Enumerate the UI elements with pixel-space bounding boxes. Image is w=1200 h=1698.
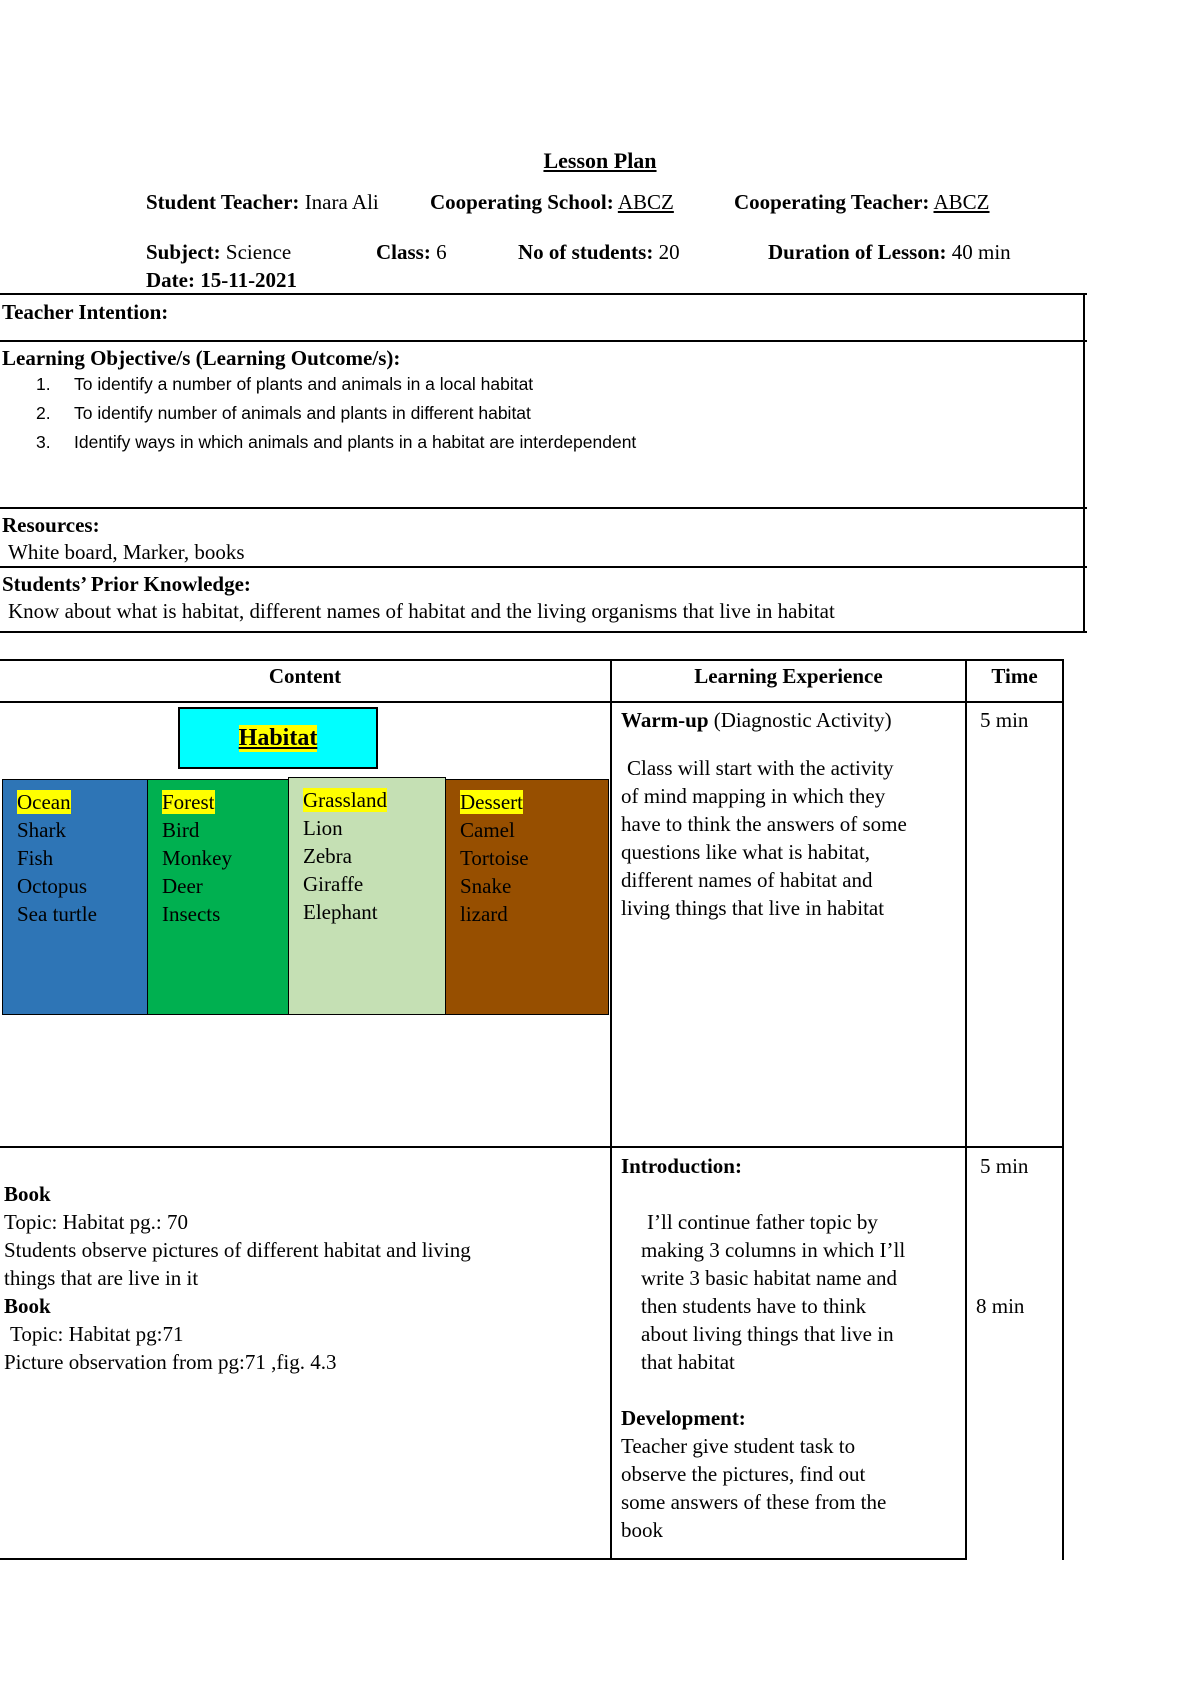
school-line — [430, 190, 674, 215]
dev-line: Teacher give student task to — [621, 1434, 856, 1458]
class-value: 6 — [436, 240, 447, 264]
habitat-column-heading: Forest — [162, 790, 215, 814]
resources-label: Resources: — [2, 513, 100, 537]
class-label: Class: — [376, 240, 431, 264]
dev-time: 8 min — [976, 1294, 1025, 1318]
objective-num: 3. — [36, 432, 51, 452]
book-label: Book — [4, 1294, 51, 1318]
book-text: Students observe pictures of different habitat and living — [4, 1238, 471, 1262]
habitat-animal: Sea turtle — [17, 902, 97, 926]
resources-text: White board, Marker, books — [8, 540, 245, 564]
habitat-column-heading: Grassland — [303, 788, 387, 812]
dev-line: observe the pictures, find out — [621, 1462, 866, 1486]
objective-item — [36, 403, 531, 424]
habitat-column-ocean — [2, 779, 148, 1015]
intro-time: 5 min — [980, 1154, 1029, 1178]
date-line — [146, 268, 297, 293]
warmup-line: different names of habitat and — [621, 868, 873, 892]
habitat-column-grassland — [288, 777, 446, 1015]
divider — [0, 507, 1087, 509]
warmup-line: of mind mapping in which they — [621, 784, 886, 808]
students-line — [518, 240, 680, 265]
col-divider — [1062, 659, 1064, 1560]
page-title: Lesson Plan — [543, 148, 657, 173]
divider — [0, 631, 1087, 633]
coop-teacher-label: Cooperating Teacher: — [734, 190, 930, 214]
warmup-note: (Diagnostic Activity) — [713, 708, 892, 732]
teacher-intention-label: Teacher Intention: — [2, 300, 169, 324]
habitat-animal: Deer — [162, 874, 203, 898]
habitat-animal: Bird — [162, 818, 200, 842]
habitat-column-heading: Dessert — [460, 790, 523, 814]
intro-line: I’ll continue father topic by — [647, 1210, 878, 1234]
objective-num: 1. — [36, 374, 51, 394]
header-content: Content — [268, 664, 342, 688]
warmup-line: have to think the answers of some — [621, 812, 907, 836]
warmup-heading — [621, 706, 892, 734]
student-teacher-label: Student Teacher: — [146, 190, 300, 214]
book-label: Book — [4, 1182, 51, 1206]
intro-line: write 3 basic habitat name and — [641, 1266, 897, 1290]
duration-value: 40 min — [951, 240, 1011, 264]
duration-label: Duration of Lesson: — [768, 240, 947, 264]
book-text: things that are live in it — [4, 1266, 199, 1290]
objective-text: To identify number of animals and plants in different habitat — [74, 403, 531, 423]
objective-text: Identify ways in which animals and plants in a habitat are interdependent — [74, 432, 637, 452]
warmup-line: living things that live in habitat — [621, 896, 885, 920]
habitat-animal: Octopus — [17, 874, 87, 898]
dev-body — [621, 1432, 886, 1544]
objective-item — [36, 374, 533, 395]
habitat-animal: Snake — [460, 874, 512, 898]
habitat-animal: Lion — [303, 816, 343, 840]
subject-label: Subject: — [146, 240, 221, 264]
habitat-column-forest — [147, 779, 289, 1015]
habitat-title-box — [178, 707, 378, 769]
habitat-animal: Zebra — [303, 844, 352, 868]
habitat-column-dessert — [445, 779, 609, 1015]
habitat-animal: Fish — [17, 846, 54, 870]
warmup-time: 5 min — [980, 708, 1029, 732]
habitat-animal: Insects — [162, 902, 221, 926]
school-label: Cooperating School: — [430, 190, 614, 214]
habitat-animal: Elephant — [303, 900, 378, 924]
dev-label: Development: — [621, 1406, 746, 1430]
table-row-border — [0, 1146, 1064, 1148]
book-text: Picture observation from pg:71 ,fig. 4.3 — [4, 1350, 337, 1374]
subject-value: Science — [225, 240, 292, 264]
student-teacher-line — [146, 190, 379, 215]
class-line — [376, 240, 447, 265]
subject-line — [146, 240, 291, 265]
date-value: 15-11-2021 — [200, 268, 298, 292]
warmup-line: questions like what is habitat, — [621, 840, 871, 864]
dev-line: some answers of these from the — [621, 1490, 887, 1514]
table-top-border — [0, 659, 1064, 661]
students-value: 20 — [658, 240, 680, 264]
intro-label: Introduction: — [621, 1154, 742, 1178]
warmup-body — [621, 754, 907, 922]
habitat-title: Habitat — [238, 724, 318, 751]
table-bottom-border — [0, 1558, 967, 1560]
objective-num: 2. — [36, 403, 51, 423]
date-label: Date: — [146, 268, 195, 292]
intro-body — [641, 1208, 905, 1376]
col-divider — [965, 659, 967, 1560]
header-time: Time — [991, 664, 1038, 688]
objective-item — [36, 432, 636, 453]
objectives-label: Learning Objective/s (Learning Outcome/s): — [2, 346, 401, 370]
objective-text: To identify a number of plants and animals in a local habitat — [74, 374, 534, 394]
duration-line — [768, 240, 1011, 265]
divider — [0, 340, 1087, 342]
warmup-label: Warm-up — [621, 708, 709, 732]
content-books — [4, 1180, 471, 1376]
habitat-animal: Tortoise — [460, 846, 529, 870]
table-header-border — [0, 701, 1064, 703]
prior-knowledge-label: Students’ Prior Knowledge: — [2, 572, 251, 596]
habitat-animal: lizard — [460, 902, 508, 926]
intro-line: about living things that live in — [641, 1322, 894, 1346]
divider — [0, 566, 1087, 568]
intro-line: then students have to think — [641, 1294, 867, 1318]
dev-line: book — [621, 1518, 663, 1542]
header-experience: Learning Experience — [694, 664, 883, 688]
warmup-line: Class will start with the activity — [627, 756, 894, 780]
coop-teacher-value: ABCZ — [933, 190, 990, 214]
coop-teacher-line — [734, 190, 990, 215]
book-topic: Topic: Habitat pg:71 — [10, 1322, 184, 1346]
prior-knowledge-text: Know about what is habitat, different names of habitat and the living organisms that live in habitat — [8, 599, 835, 623]
book-topic: Topic: Habitat pg.: 70 — [4, 1210, 188, 1234]
school-value: ABCZ — [617, 190, 674, 214]
habitat-animal: Monkey — [162, 846, 232, 870]
habitat-animal: Camel — [460, 818, 515, 842]
students-label: No of students: — [518, 240, 654, 264]
intro-line: making 3 columns in which I’ll — [641, 1238, 906, 1262]
habitat-animal: Shark — [17, 818, 66, 842]
habitat-column-heading: Ocean — [17, 790, 71, 814]
habitat-animal: Giraffe — [303, 872, 364, 896]
intro-line: that habitat — [641, 1350, 735, 1374]
col-divider — [610, 659, 612, 1560]
student-teacher-value: Inara Ali — [304, 190, 379, 214]
